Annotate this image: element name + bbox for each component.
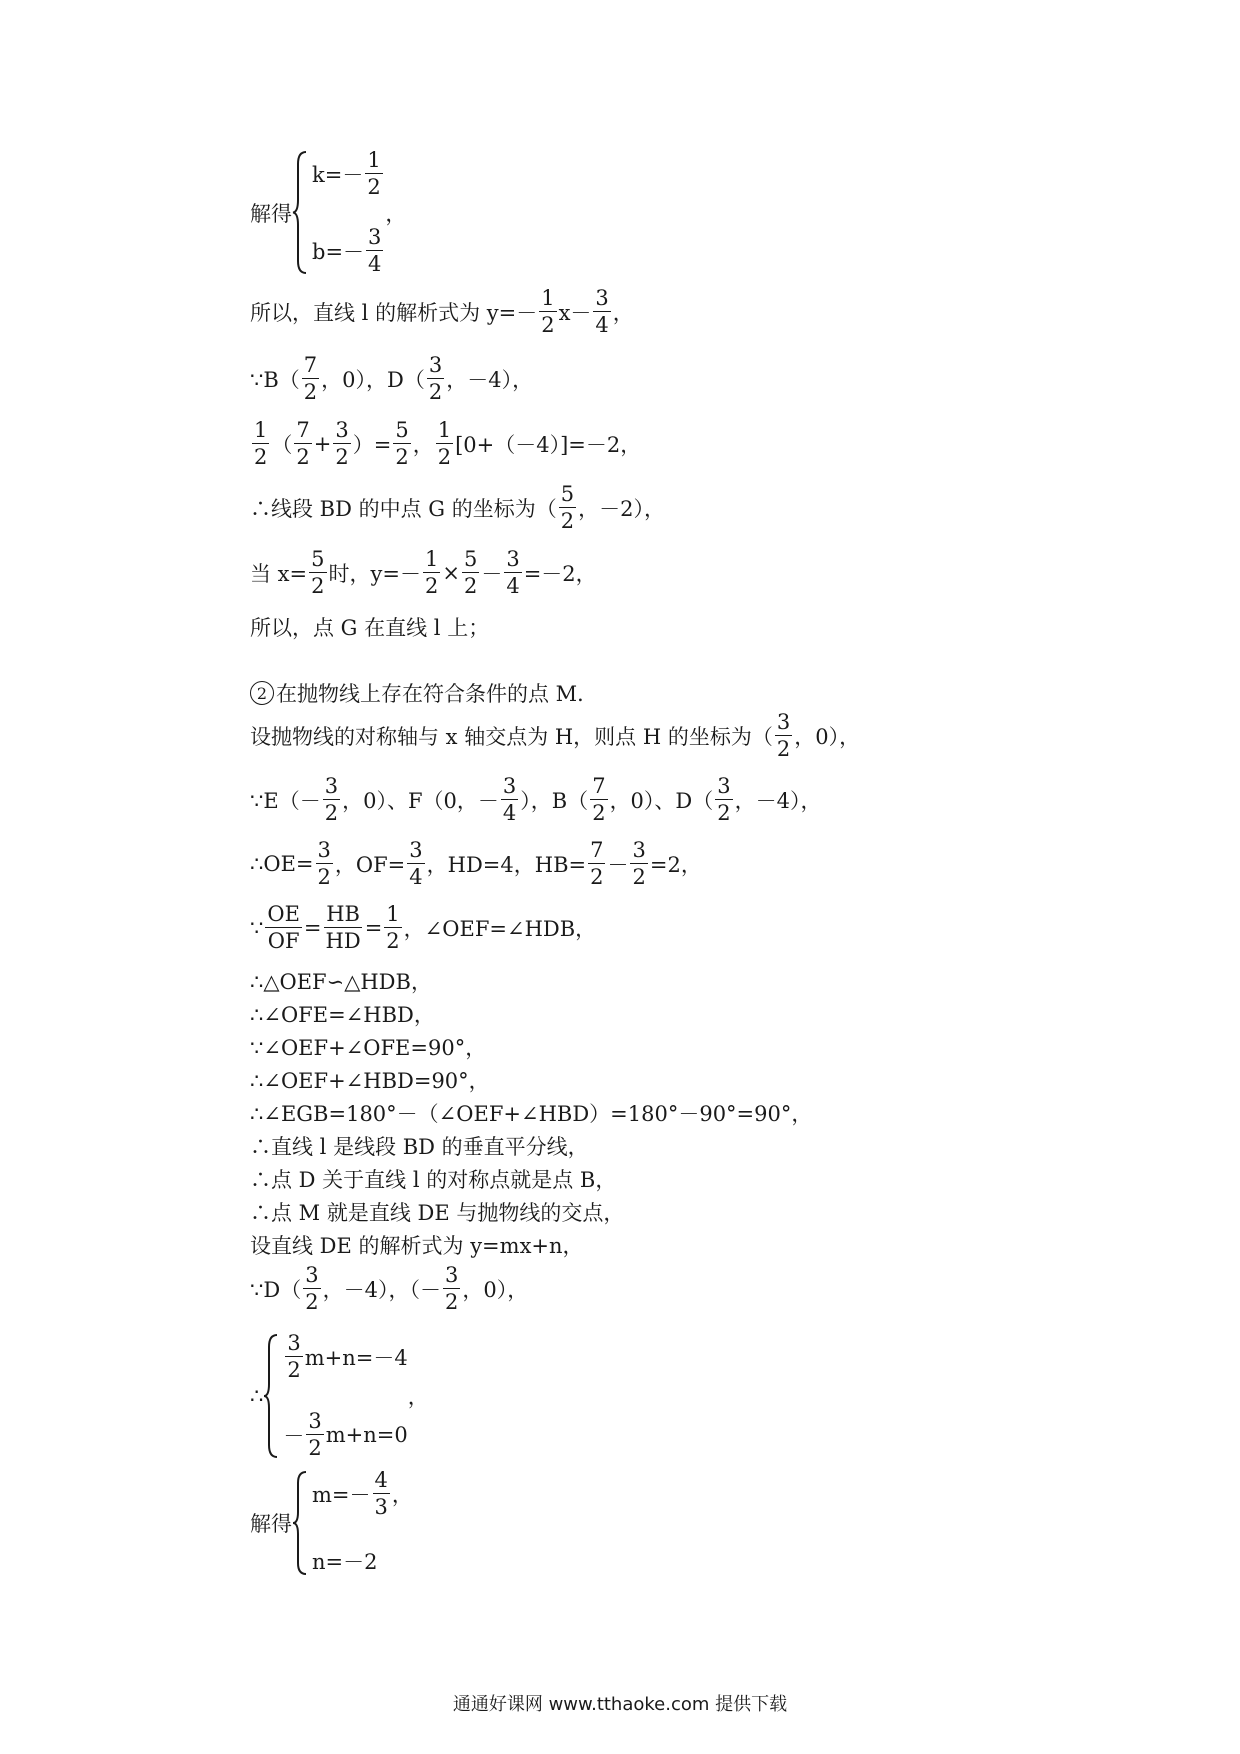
text: ∵B（ <box>250 368 300 392</box>
numerator: 1 <box>386 902 400 926</box>
fraction <box>539 288 556 336</box>
numerator: 3 <box>717 774 731 798</box>
midpoint-calc <box>250 420 641 468</box>
denominator: 4 <box>595 313 609 337</box>
numerator: 1 <box>254 418 268 442</box>
fraction <box>593 288 610 336</box>
system-rows <box>279 1333 407 1459</box>
text: 所以，点 G 在直线 l 上； <box>250 616 490 640</box>
numerator: 3 <box>502 774 517 798</box>
text: ，HD=4，HB= <box>426 853 587 877</box>
fraction <box>365 150 382 198</box>
denominator: 2 <box>776 737 791 761</box>
left-brace-icon <box>263 1333 279 1459</box>
numerator: 3 <box>335 418 349 442</box>
denominator: 2 <box>560 509 575 533</box>
text: [0+（－4）]=－2， <box>455 433 642 457</box>
equation-system <box>292 150 385 275</box>
fraction <box>303 1265 320 1313</box>
denominator: 2 <box>395 445 409 469</box>
text: ， <box>412 433 434 457</box>
text-line: ∴点 D 关于直线 l 的对称点就是点 B， <box>250 1168 617 1192</box>
ratio-equality <box>250 904 596 952</box>
denominator: 2 <box>335 445 349 469</box>
points-d-e <box>250 1265 528 1313</box>
fraction <box>316 840 333 888</box>
denominator: 2 <box>324 801 339 825</box>
numerator: 3 <box>308 1409 322 1433</box>
numerator: HB <box>326 902 360 926</box>
fraction <box>302 355 319 403</box>
text: m=－ <box>312 1483 371 1507</box>
text: ∴ <box>250 1384 264 1408</box>
solution-system-mn <box>250 1470 413 1576</box>
left-brace-icon <box>292 1470 308 1576</box>
fraction <box>504 549 521 597</box>
denominator: 2 <box>424 574 439 598</box>
text: ）= <box>352 433 392 457</box>
fraction <box>590 776 607 824</box>
denominator: 2 <box>444 1290 459 1314</box>
numerator: 1 <box>424 547 439 571</box>
equation-system-mn <box>250 1333 429 1459</box>
system-row <box>312 150 385 198</box>
numerator: OE <box>267 902 300 926</box>
fraction <box>333 420 350 468</box>
denominator: 2 <box>632 865 646 889</box>
text: m+n=0 <box>325 1423 408 1447</box>
denominator: HD <box>325 929 361 953</box>
denominator: 2 <box>254 445 268 469</box>
numerator: 3 <box>409 838 423 862</box>
fraction <box>630 840 647 888</box>
text: 解得 <box>250 201 292 226</box>
numerator: 3 <box>317 838 331 862</box>
denominator: 2 <box>367 175 381 199</box>
denominator: OF <box>267 929 300 953</box>
left-brace-icon <box>292 150 308 275</box>
fraction <box>427 355 444 403</box>
fraction <box>588 840 605 888</box>
text: ∴OE= <box>250 852 314 876</box>
numerator: 7 <box>296 418 310 442</box>
text: ，0）， <box>462 1278 529 1302</box>
text-line: ∴直线 l 是线段 BD 的垂直平分线， <box>250 1135 589 1159</box>
text: ，0）、F（0，－ <box>342 789 499 813</box>
numerator: 1 <box>437 418 452 442</box>
fraction <box>252 420 269 468</box>
text: ， <box>407 1385 429 1409</box>
page-footer: 通通好课网 www.tthaoke.com 提供下载 <box>452 1694 788 1715</box>
text: 在抛物线上存在符合条件的点 M． <box>276 682 599 706</box>
text: － <box>283 1424 305 1448</box>
numerator: 3 <box>632 838 646 862</box>
text: 设抛物线的对称轴与 x 轴交点为 H，则点 H 的坐标为（ <box>250 725 773 749</box>
fraction <box>715 776 732 824</box>
fraction <box>462 549 479 597</box>
text-line: ∴∠OFE=∠HBD， <box>250 1003 435 1027</box>
text: ∵D（ <box>250 1278 302 1302</box>
text: k=－ <box>312 163 364 187</box>
text: ， <box>391 1483 413 1507</box>
system-row <box>283 1411 407 1459</box>
fraction <box>285 1333 302 1381</box>
text: ∴线段 BD 的中点 G 的坐标为（ <box>250 497 557 521</box>
numerator: 7 <box>590 838 604 862</box>
fraction <box>373 1470 390 1518</box>
denominator: 4 <box>409 865 423 889</box>
fraction <box>501 776 518 824</box>
fraction <box>306 1411 323 1459</box>
text-line: ∵∠OEF+∠OFE=90°， <box>250 1036 487 1060</box>
fraction <box>393 420 410 468</box>
text: 当 x= <box>250 562 308 586</box>
text: × <box>442 561 460 585</box>
part-two-heading <box>250 678 598 708</box>
text: 解得 <box>250 1512 292 1536</box>
conclusion-g <box>250 612 489 642</box>
text: ， <box>385 201 407 226</box>
fraction <box>775 712 792 760</box>
points-e-f-b-d <box>250 776 822 824</box>
text: ，0）， <box>794 725 861 749</box>
text: = <box>303 916 322 940</box>
solution-system-kb <box>250 150 406 275</box>
numerator: 3 <box>428 353 443 377</box>
numerator: 3 <box>444 1263 459 1287</box>
points-b-d <box>250 355 533 403</box>
numerator: 7 <box>303 353 318 377</box>
numerator: 5 <box>560 482 575 506</box>
text: ∵E（－ <box>250 789 321 813</box>
numerator: 5 <box>463 547 478 571</box>
text: ），B（ <box>520 789 589 813</box>
numerator: 3 <box>287 1331 301 1355</box>
system-row <box>312 1470 413 1518</box>
text-line: 设直线 DE 的解析式为 y=mx+n， <box>250 1234 584 1258</box>
denominator: 2 <box>311 574 325 598</box>
numerator: 3 <box>368 225 382 249</box>
verify-g <box>250 549 597 597</box>
text: ，－4）， <box>446 368 534 392</box>
denominator: 2 <box>317 865 331 889</box>
text: =－2， <box>523 562 597 586</box>
numerator: 3 <box>776 710 791 734</box>
lengths <box>250 840 702 888</box>
text: =2， <box>649 853 702 877</box>
denominator: 2 <box>590 865 604 889</box>
numerator: 4 <box>374 1468 388 1492</box>
fraction <box>436 420 453 468</box>
text-line: ∴△OEF∽△HDB， <box>250 970 432 994</box>
denominator: 2 <box>463 574 478 598</box>
denominator: 2 <box>437 445 452 469</box>
text: = <box>364 916 383 940</box>
fraction <box>384 904 401 952</box>
denominator: 2 <box>541 313 555 337</box>
text: ，0），D（ <box>321 368 425 392</box>
equation-system <box>292 1470 413 1576</box>
text: ∵ <box>250 916 264 940</box>
denominator: 2 <box>308 1436 322 1460</box>
numerator: 5 <box>311 547 325 571</box>
fraction <box>559 484 576 532</box>
fraction <box>323 776 340 824</box>
point-h <box>250 712 860 760</box>
system-row <box>312 227 385 275</box>
numerator: 1 <box>367 148 381 172</box>
fraction <box>294 420 311 468</box>
line-expression <box>250 288 634 336</box>
fraction <box>309 549 326 597</box>
numerator: 3 <box>595 286 609 310</box>
system-rows <box>308 150 385 275</box>
text: － <box>607 853 629 877</box>
text: 时，y=－ <box>328 562 421 586</box>
text: + <box>313 432 332 456</box>
denominator: 2 <box>592 801 606 825</box>
text: ，∠OEF=∠HDB， <box>403 917 597 941</box>
system-row <box>283 1333 407 1381</box>
numerator: 3 <box>506 547 520 571</box>
midpoint-g <box>250 484 665 532</box>
fraction <box>407 840 424 888</box>
text: ，OF= <box>334 853 406 877</box>
text: b=－ <box>312 240 365 264</box>
denominator: 2 <box>717 801 731 825</box>
denominator: 2 <box>428 380 443 404</box>
text: （ <box>271 433 293 457</box>
text-line: ∴点 M 就是直线 DE 与抛物线的交点， <box>250 1201 625 1225</box>
text: 所以，直线 l 的解析式为 y=－ <box>250 301 538 325</box>
text: x－ <box>558 301 592 325</box>
circled-number-icon: 2 <box>250 681 274 705</box>
denominator: 2 <box>303 380 318 404</box>
text: ， <box>612 301 634 325</box>
denominator: 4 <box>502 801 517 825</box>
text-line: ∴∠OEF+∠HBD=90°， <box>250 1069 490 1093</box>
text: m+n=－4 <box>304 1346 408 1370</box>
text: ，－2）， <box>578 497 665 521</box>
fraction <box>423 549 440 597</box>
text: n=－2 <box>312 1550 378 1574</box>
text-line: ∴∠EGB=180°－（∠OEF+∠HBD）=180°－90°=90°， <box>250 1102 813 1126</box>
denominator: 2 <box>287 1358 301 1382</box>
system-row <box>312 1546 413 1576</box>
numerator: 1 <box>541 286 555 310</box>
fraction <box>366 227 383 275</box>
numerator: 7 <box>592 774 606 798</box>
fraction <box>265 904 302 952</box>
equation-system <box>263 1333 407 1459</box>
denominator: 4 <box>368 252 382 276</box>
denominator: 4 <box>506 574 520 598</box>
fraction <box>443 1265 460 1313</box>
fraction <box>324 904 363 952</box>
denominator: 2 <box>386 929 400 953</box>
numerator: 5 <box>395 418 409 442</box>
numerator: 3 <box>305 1263 319 1287</box>
text: － <box>481 562 503 586</box>
denominator: 2 <box>305 1290 319 1314</box>
system-rows <box>308 1470 413 1576</box>
denominator: 2 <box>296 445 310 469</box>
text: ，－4），（－ <box>322 1278 441 1302</box>
numerator: 3 <box>324 774 339 798</box>
text: ，－4）， <box>734 789 822 813</box>
denominator: 3 <box>374 1495 388 1519</box>
text: ，0）、D（ <box>609 789 714 813</box>
